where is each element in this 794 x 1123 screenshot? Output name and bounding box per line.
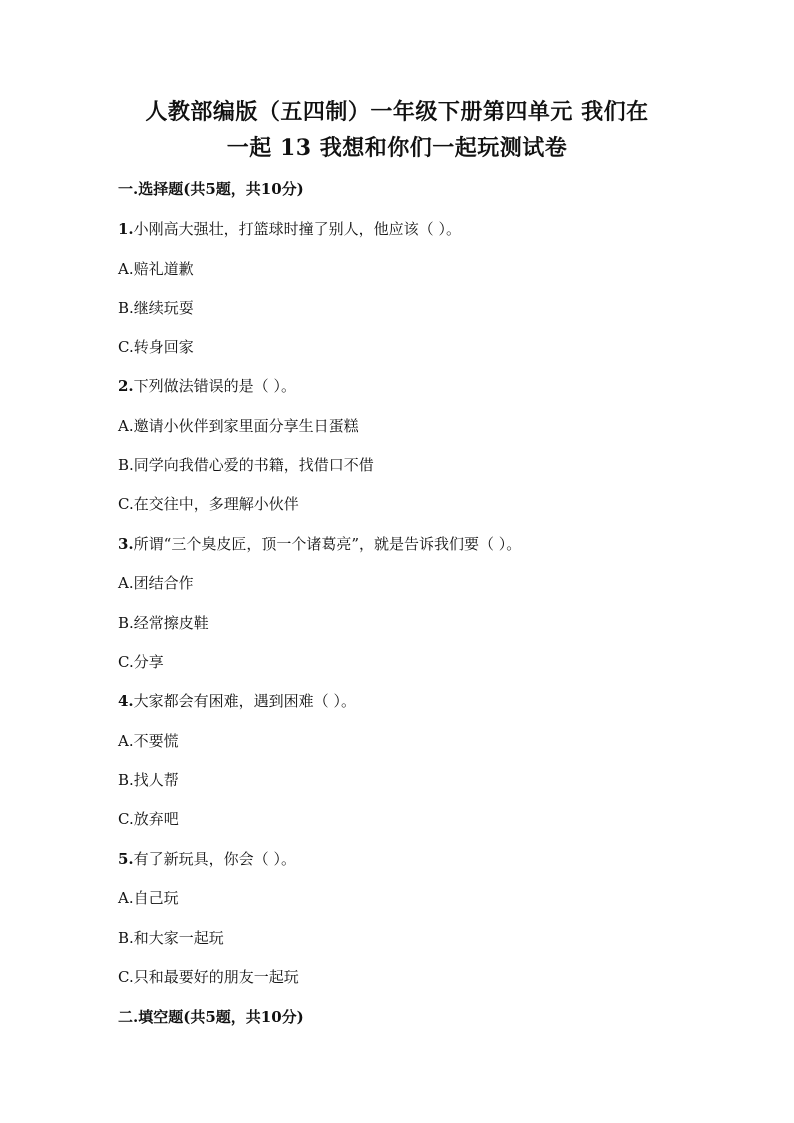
question-3 <box>118 533 521 554</box>
question-number: 3. <box>118 535 134 553</box>
title-line-1: 人教部编版（五四制）一年级下册第四单元 我们在 <box>145 99 649 125</box>
question-text: 小刚高大强壮，打篮球时撞了别人，他应该（ ）。 <box>133 220 461 238</box>
option-2a: A.邀请小伙伴到家里面分享生日蛋糕 <box>118 417 359 435</box>
option-5b: B.和大家一起玩 <box>118 929 224 947</box>
question-4 <box>118 690 356 711</box>
question-number: 5. <box>118 850 134 868</box>
question-text: 所谓“三个臭皮匠，顶一个诸葛亮”，就是告诉我们要（ ）。 <box>133 535 522 553</box>
section-heading-fill-blank: 二.填空题(共5题，共10分) <box>118 1008 304 1026</box>
option-4a: A.不要慌 <box>118 732 179 750</box>
option-5c: C.只和最要好的朋友一起玩 <box>118 968 299 986</box>
option-3c: C.分享 <box>118 653 164 671</box>
question-1 <box>118 218 461 239</box>
question-number: 1. <box>118 220 134 238</box>
question-number: 2. <box>118 377 134 395</box>
section-heading-choice: 一.选择题(共5题，共10分) <box>118 180 304 198</box>
option-4b: B.找人帮 <box>118 771 179 789</box>
question-number: 4. <box>118 692 134 710</box>
option-3b: B.经常擦皮鞋 <box>118 614 209 632</box>
option-2c: C.在交往中，多理解小伙伴 <box>118 495 299 513</box>
option-1a: A.赔礼道歉 <box>118 260 194 278</box>
question-5 <box>118 848 296 869</box>
title-line-2: 一起 13 我想和你们一起玩测试卷 <box>226 135 568 161</box>
option-4c: C.放弃吧 <box>118 810 179 828</box>
option-5a: A.自己玩 <box>118 889 179 907</box>
question-text: 大家都会有困难，遇到困难（ ）。 <box>133 692 356 710</box>
question-text: 下列做法错误的是（ ）。 <box>133 377 296 395</box>
question-text: 有了新玩具，你会（ ）。 <box>133 850 296 868</box>
option-1c: C.转身回家 <box>118 338 194 356</box>
question-2 <box>118 375 296 396</box>
option-3a: A.团结合作 <box>118 574 194 592</box>
option-1b: B.继续玩耍 <box>118 299 194 317</box>
option-2b: B.同学向我借心爱的书籍，找借口不借 <box>118 456 374 474</box>
